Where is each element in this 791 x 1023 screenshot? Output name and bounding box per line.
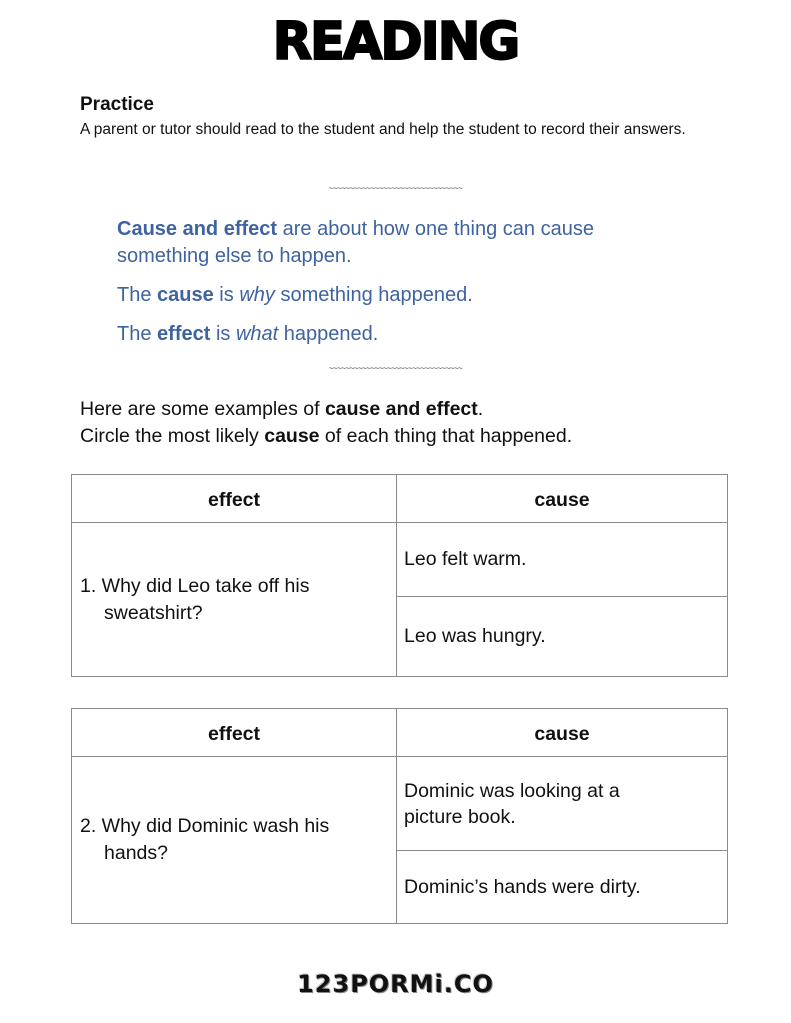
- cause-term: cause: [157, 284, 214, 306]
- examples-line-2: [80, 423, 572, 450]
- page-title: READING: [272, 12, 519, 72]
- cause-option[interactable]: Leo felt warm.: [397, 523, 728, 597]
- effect-cell: [72, 523, 397, 677]
- text: The: [117, 284, 158, 306]
- definition-text: are about how one thing can cause something else to happen.: [117, 218, 594, 267]
- table-header-row: [72, 709, 728, 757]
- cause-definition: [117, 282, 677, 309]
- text: Here are some examples of: [80, 398, 325, 420]
- instructions-text: A parent or tutor should read to the student and help the student to record their answers.: [80, 121, 686, 138]
- examples-instructions: [80, 396, 572, 450]
- text: of each thing that happened.: [319, 425, 573, 447]
- text: Circle the most likely: [80, 425, 265, 447]
- practice-heading: Practice: [80, 94, 154, 115]
- cause-option[interactable]: Dominic’s hands were dirty.: [397, 851, 728, 924]
- cause-effect-table-2: [71, 708, 728, 924]
- cause-header: cause: [397, 709, 728, 757]
- text: is: [213, 284, 240, 306]
- brand-logo: 123PORMi.CO: [297, 970, 494, 998]
- text: The: [117, 323, 158, 345]
- what-emphasis: what: [235, 323, 279, 345]
- effect-header: effect: [72, 709, 397, 757]
- why-emphasis: why: [239, 284, 275, 306]
- table-header-row: [72, 475, 728, 523]
- table-row: [72, 757, 728, 851]
- divider-bottom: ~~~~~~~~~~~~~~~~~~~~~~~~~~~~~~~~: [328, 364, 463, 373]
- text: something happened.: [274, 284, 473, 306]
- cause-option[interactable]: Leo was hungry.: [397, 597, 728, 677]
- text: .: [477, 398, 484, 420]
- effect-term: effect: [157, 323, 211, 345]
- cause-option[interactable]: Dominic was looking at a picture book.: [397, 757, 728, 851]
- definition-paragraph: [117, 216, 677, 270]
- cause-effect-table-1: [71, 474, 728, 677]
- bold-text: cause and effect: [324, 398, 478, 420]
- table-row: [72, 523, 728, 597]
- effect-cell: [72, 757, 397, 924]
- divider-top: ~~~~~~~~~~~~~~~~~~~~~~~~~~~~~~~~: [328, 184, 463, 193]
- effect-text: 2. Why did Dominic wash his hands?: [80, 815, 330, 864]
- effect-text: 1. Why did Leo take off his sweatshirt?: [80, 574, 310, 624]
- definition-term: Cause and effect: [117, 218, 278, 240]
- effect-definition: [117, 321, 677, 348]
- cause-header: cause: [397, 475, 728, 523]
- text: happened.: [278, 323, 379, 345]
- examples-line-1: [80, 396, 572, 423]
- text: is: [210, 323, 236, 345]
- effect-header: effect: [72, 475, 397, 523]
- bold-text: cause: [264, 425, 320, 447]
